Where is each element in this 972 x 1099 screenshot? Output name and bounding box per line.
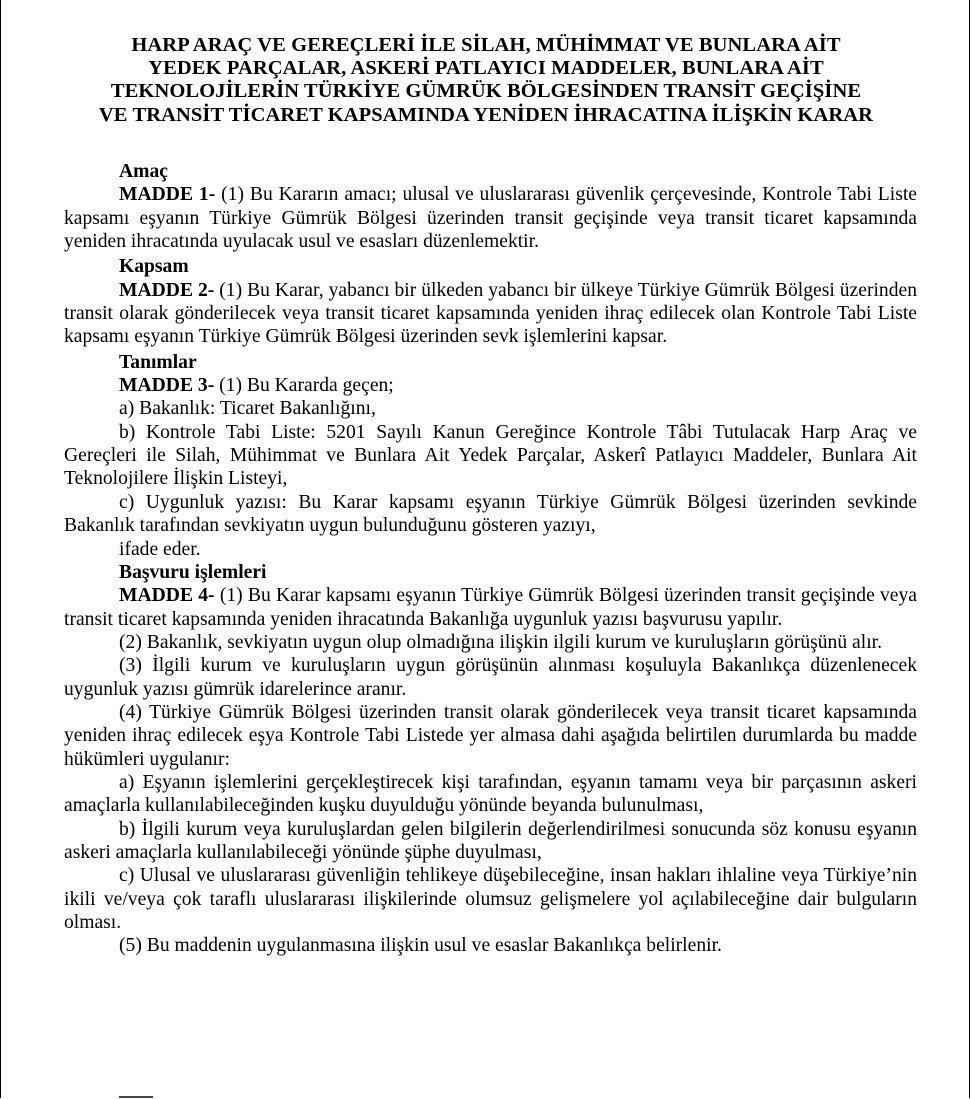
article-number: MADDE 4- — [119, 585, 215, 607]
article-paragraph: (2) Bakanlık, sevkiyatın uygun olup olmadığına ilişkin ilgili kurum ve kuruluşların görüşünü alır. — [119, 631, 882, 653]
article-text: (1) Bu Kararda geçen; — [214, 375, 394, 397]
article-number: MADDE 2- — [119, 279, 215, 301]
document-title — [41, 34, 931, 127]
title-line: YEDEK PARÇALAR, ASKERİ PATLAYICI MADDELER, BUNLARA AİT — [148, 57, 824, 80]
definition-item: c) Uygunluk yazısı: Bu Karar kapsamı eşyanın Türkiye Gümrük Bölgesi üzerinden sevkinde Bakanlık tarafından sevkiyatın uygun bulunduğunu gösteren yazıyı, — [64, 491, 917, 537]
article-paragraph: a) Eşyanın işlemlerini gerçekleştirecek kişi tarafından, eşyanın tamamı veya bir parçasının askeri amaçlarla kullanılabileceğinden kuşku duyulduğu yönünde beyanda bulunulması, — [64, 771, 917, 817]
article-3 — [64, 374, 917, 397]
article-paragraph: b) İlgili kurum veya kuruluşlardan gelen bilgilerin değerlendirilmesi sonucunda söz konusu eşyanın askeri amaçlarla kullanılabileceği yönünde şüphe duyulması, — [64, 818, 917, 863]
article-paragraph: (5) Bu maddenin uygulanmasına ilişkin usul ve esaslar Bakanlıkça belirlenir. — [119, 935, 722, 957]
section-heading-basvuru: Başvuru işlemleri — [119, 561, 267, 583]
article-number: MADDE 1- — [119, 184, 216, 206]
section-heading-kapsam: Kapsam — [119, 256, 189, 278]
title-line: VE TRANSİT TİCARET KAPSAMINDA YENİDEN İHRACATINA İLİŞKİN KARAR — [98, 103, 874, 126]
title-line: HARP ARAÇ VE GEREÇLERİ İLE SİLAH, MÜHİMMAT VE BUNLARA AİT — [131, 34, 841, 56]
definition-closing: ifade eder. — [119, 538, 201, 560]
section-heading-amac: Amaç — [119, 161, 168, 182]
definition-item: b) Kontrole Tabi Liste: 5201 Sayılı Kanun Gereğince Kontrole Tâbi Tutulacak Harp Araç ve Gereçleri ile Silah, Mühimmat ve Bunlara Ait Yedek Parçalar, Askerî Patlayıcı Maddeler, Bunlara Ait Teknolojilere İlişkin Listeyi, — [64, 421, 917, 490]
article-paragraph: (3) İlgili kurum ve kuruluşların uygun görüşünün alınması koşuluyla Bakanlıkça düzenlenecek uygunluk yazısı gümrük idarelerince aranır. — [64, 655, 917, 700]
title-line: TEKNOLOJİLERİN TÜRKİYE GÜMRÜK BÖLGESİNDEN TRANSİT GEÇİŞİNE — [110, 80, 862, 103]
article-number: MADDE 3- — [119, 375, 215, 397]
article-paragraph: c) Ulusal ve uluslararası güvenliğin tehlikeye düşebileceğine, insan hakları ihlaline veya Türkiye’nin ikili ve/veya çok taraflı uluslararası ilişkilerinde olumsuz gelişmelere yol açılabileceğine dair bulguların olması. — [64, 865, 917, 933]
article-4 — [64, 584, 917, 631]
article-text: (1) Bu Karar, yabancı bir ülkeden yabancı bir ülkeye Türkiye Gümrük Bölgesi üzerinden transit olarak gönderilecek veya transit ticaret kapsamında yeniden ihraç edilecek olan Kontrole Tabi Liste kapsamı eşyanın Türkiye Gümrük Bölgesi üzerinden sevk işlemlerini kapsar. — [64, 279, 918, 348]
article-text: (1) Bu Kararın amacı; ulusal ve uluslararası güvenlik çerçevesinde, Kontrole Tabi Liste kapsamı eşyanın Türkiye Gümrük Bölgesi üzerinden transit geçişinde veya transit ticaret kapsamında yeniden ihracatında uyulacak usul ve esasları düzenlemektir. — [64, 184, 917, 253]
article-paragraph: (4) Türkiye Gümrük Bölgesi üzerinden transit olarak gönderilecek veya transit ticaret kapsamında yeniden ihraç edilecek eşya Kontrole Tabi Listede yer almasa dahi aşağıda belirtilen durumlarda bu madde hükümleri uygulanır: — [64, 701, 917, 770]
definition-item: a) Bakanlık: Ticaret Bakanlığını, — [119, 398, 376, 420]
article-text: (1) Bu Karar kapsamı eşyanın Türkiye Gümrük Bölgesi üzerinden transit geçişinde veya transit ticaret kapsamında yeniden ihracatında Bakanlığa uygunluk yazısı başvurusu yapılır. — [64, 585, 917, 630]
article-2 — [64, 279, 917, 349]
section-heading-tanimlar: Tanımlar — [119, 351, 197, 373]
cropped-next-line — [119, 1093, 159, 1099]
article-1 — [64, 183, 917, 253]
document-body — [64, 160, 917, 958]
